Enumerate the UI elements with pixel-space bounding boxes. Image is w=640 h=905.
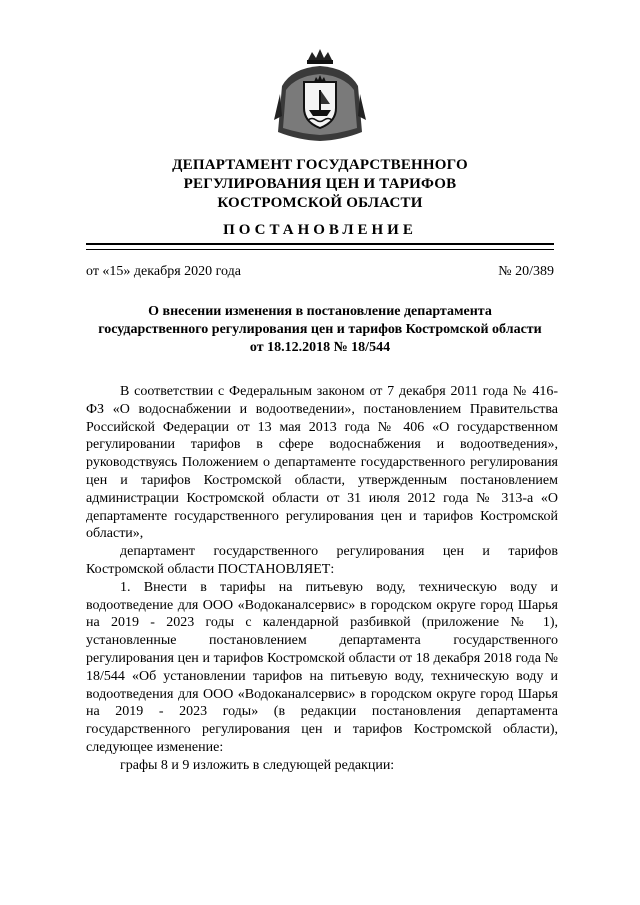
- document-date: от «15» декабря 2020 года: [86, 264, 241, 279]
- kostroma-coat-of-arms-icon: [272, 46, 368, 144]
- body-paragraph: департамент государственного регулирования цен и тарифов Костромской области ПОСТАНОВЛЯЕТ:: [86, 544, 558, 577]
- subject-line: О внесении изменения в постановление департамента: [148, 304, 492, 319]
- body-paragraph: графы 8 и 9 изложить в следующей редакции:: [120, 757, 395, 773]
- body-paragraph: 1. Внести в тарифы на питьевую воду, техническую воду и водоотведение для ООО «Водоканалсервис» в городском округе город Шарья на 2019 - 2023 годы с календарной разбивкой (приложение № 1), установленные постановлением департамента государственного регулирования цен и тарифов Костромской области от 18 декабря 2018 года № 18/544 «Об установлении тарифов на питьевую воду, техническую воду и водоотведения для ООО «Водоканалсервис» в городском округе город Шарья на 2019 - 2023 годы» (в редакции постановления департамента государственного регулирования цен и тарифов Костромской области), следующее изменение:: [86, 579, 558, 755]
- document-subject: [80, 303, 560, 357]
- document-type: ПОСТАНОВЛЕНИЕ: [223, 222, 417, 238]
- body-paragraph: В соответствии с Федеральным законом от 7 декабря 2011 года № 416-ФЗ «О водоснабжении и водоотведении», постановлением Правительства Российской Федерации от 13 мая 2013 года № 406 «О государственном регулировании тарифов в сфере водоснабжения и водоотведения», руководствуясь Положением о департаменте государственного регулирования цен и тарифов Костромской области, утвержденным постановлением администрации Костромской области от 31 июля 2012 года № 313-а «О департаменте государственного регулирования цен и тарифов Костромской области»,: [86, 384, 558, 542]
- department-line: РЕГУЛИРОВАНИЯ ЦЕН И ТАРИФОВ: [183, 176, 457, 192]
- department-line: ДЕПАРТАМЕНТ ГОСУДАРСТВЕННОГО: [172, 157, 468, 173]
- department-line: КОСТРОМСКОЙ ОБЛАСТИ: [217, 195, 423, 211]
- header-divider: [86, 243, 554, 250]
- document-body: [86, 383, 558, 775]
- document-number: № 20/389: [498, 264, 554, 279]
- subject-line: от 18.12.2018 № 18/544: [249, 340, 391, 355]
- department-name: [60, 156, 580, 213]
- subject-line: государственного регулирования цен и тарифов Костромской области: [98, 322, 542, 337]
